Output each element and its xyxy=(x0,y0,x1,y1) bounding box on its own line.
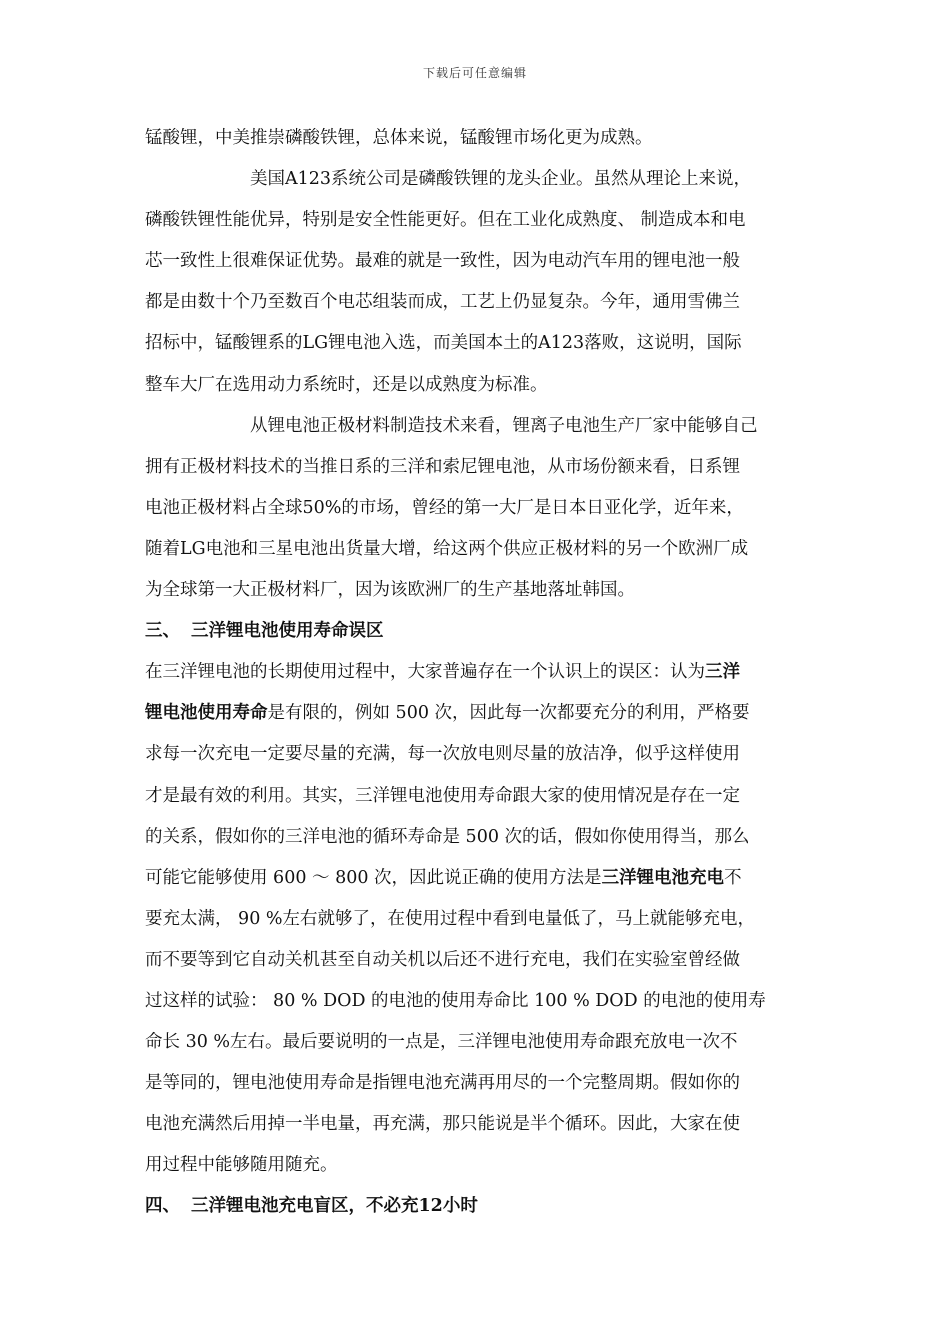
text-span: 是有限的，例如 500 次，因此每一次都要充分的利用，严格要 xyxy=(267,703,750,724)
text-line: 锰酸锂，中美推崇磷酸铁锂，总体来说，锰酸锂市场化更为成熟。 xyxy=(145,128,653,148)
text-line: 求每一次充电一定要尽量的充满，每一次放电则尽量的放洁净，似乎这样使用 xyxy=(145,744,740,765)
bold-keyword: 三洋锂电池充电 xyxy=(601,867,725,888)
text-line: 都是由数十个乃至数百个电芯组装而成，工艺上仍显复杂。今年，通用雪佛兰 xyxy=(145,292,740,313)
paragraph-first-line: 美国A123系统公司是磷酸铁锂的龙头企业。虽然从理论上来说， xyxy=(250,169,752,190)
text-line: 为全球第一大正极材料厂，因为该欧洲厂的生产基地落址韩国。 xyxy=(145,580,635,601)
section-heading-4 xyxy=(145,1186,807,1227)
text-span: 可能它能够使用 600 ～ 800 次，因此说正确的使用方法是 xyxy=(145,867,602,888)
text-line: 电池正极材料占全球50%的市场，曾经的第一大厂是日本日亚化学，近年来， xyxy=(145,497,744,518)
text-line: 才是最有效的利用。其实，三洋锂电池使用寿命跟大家的使用情况是存在一定 xyxy=(145,785,740,806)
page-header: 下载后可任意编辑 xyxy=(422,66,527,80)
bold-keyword: 三洋 xyxy=(705,662,740,683)
text-line: 随着LG电池和三星电池出货量大增，给这两个供应正极材料的另一个欧洲厂成 xyxy=(145,538,749,559)
text-line: 芯一致性上很难保证优势。最难的就是一致性，因为电动汽车用的锂电池一般 xyxy=(145,251,740,272)
text-line: 整车大厂在选用动力系统时，还是以成熟度为标准。 xyxy=(145,374,548,395)
text-span: 在三洋锂电池的长期使用过程中，大家普遍存在一个认识上的误区：认为 xyxy=(145,662,705,683)
section-title: 三洋锂电池使用寿命误区 xyxy=(191,621,384,642)
text-line xyxy=(145,652,807,693)
text-line: 要充太满， 90 %左右就够了，在使用过程中看到电量低了，马上就能够充电， xyxy=(145,908,756,929)
bold-keyword: 锂电池使用寿命 xyxy=(145,703,268,724)
section-title: 三洋锂电池充电盲区，不必充12小时 xyxy=(191,1196,478,1217)
text-span: 不 xyxy=(724,867,742,888)
section-number: 四、 xyxy=(145,1196,180,1217)
text-line: 电池充满然后用掉一半电量，再充满，那只能说是半个循环。因此，大家在使 xyxy=(145,1114,740,1135)
text-line: 用过程中能够随用随充。 xyxy=(145,1155,338,1176)
text-line: 磷酸铁锂性能优异，特别是安全性能更好。但在工业化成熟度、 制造成本和电 xyxy=(145,210,746,231)
section-number: 三、 xyxy=(145,621,180,642)
text-line xyxy=(145,693,807,734)
text-line: 拥有正极材料技术的当推日系的三洋和索尼锂电池，从市场份额来看，日系锂 xyxy=(145,456,740,477)
text-line: 而不要等到它自动关机甚至自动关机以后还不进行充电，我们在实验室曾经做 xyxy=(145,949,740,970)
paragraph-first-line: 从锂电池正极材料制造技术来看，锂离子电池生产厂家中能够自己 xyxy=(250,415,758,436)
text-line: 命长 30 %左右。最后要说明的一点是，三洋锂电池使用寿命跟充放电一次不 xyxy=(145,1032,738,1053)
text-line: 过这样的试验： 80 % DOD 的电池的使用寿命比 100 % DOD 的电池的使用寿 xyxy=(145,990,766,1011)
document-body xyxy=(145,118,807,1228)
text-line: 招标中，锰酸锂系的LG锂电池入选，而美国本土的A123落败，这说明，国际 xyxy=(145,333,742,354)
section-heading-3 xyxy=(145,611,807,652)
text-line: 是等同的，锂电池使用寿命是指锂电池充满再用尽的一个完整周期。假如你的 xyxy=(145,1073,740,1094)
text-line: 的关系，假如你的三洋电池的循环寿命是 500 次的话，假如你使用得当，那么 xyxy=(145,826,750,847)
text-line xyxy=(145,858,807,899)
